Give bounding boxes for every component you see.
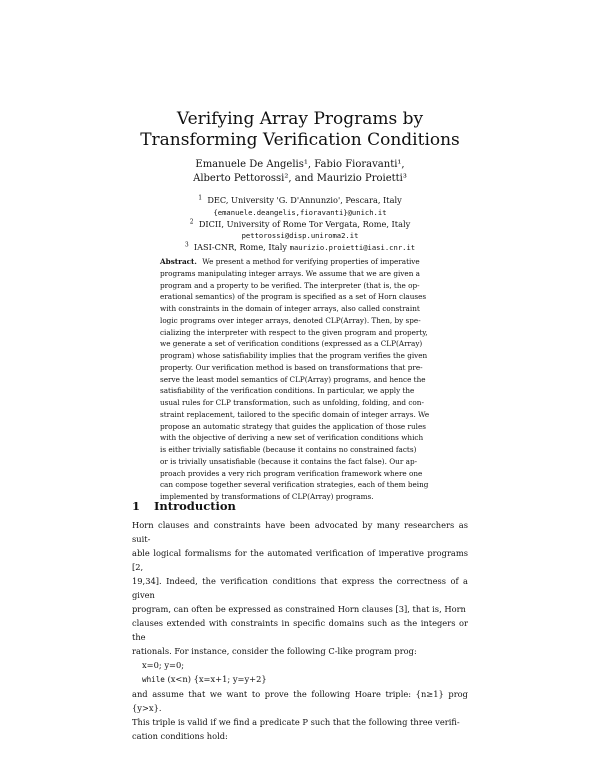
authors-line-1: Emanuele De Angelis¹, Fabio Fioravanti¹, bbox=[195, 159, 405, 170]
body-line: able logical formalisms for the automated verification of imperative programs [2, bbox=[132, 548, 468, 572]
intro-body bbox=[132, 518, 468, 743]
abstract-line: usual rules for CLP transformation, such as unfolding, folding, and con- bbox=[160, 398, 424, 407]
authors-line-2: Alberto Pettorossi², and Maurizio Proietti³ bbox=[193, 172, 407, 184]
body-line: and assume that we want to prove the following Hoare triple: {n≥1} prog {y>x}. bbox=[132, 689, 468, 713]
abstract-line: program and a property to be verified. The interpreter (that is, the op- bbox=[160, 280, 420, 290]
abstract-line: is either trivially satisfiable (because it contains no constrained facts) bbox=[160, 445, 417, 454]
affiliation-1: $^1$ DEC, University 'G. D'Annunzio', Pescara, Italy bbox=[198, 194, 402, 205]
abstract-line: proach provides a very rich program verification framework where one bbox=[160, 468, 423, 478]
title-line-2: Transforming Verification Conditions bbox=[140, 130, 460, 150]
abstract bbox=[160, 256, 440, 503]
abstract-line: propose an automatic strategy that guides the application of those rules bbox=[160, 421, 426, 431]
paper-title bbox=[0, 109, 600, 151]
affiliation-1-email: {emanuele.deangelis,fioravanti}@unich.it bbox=[213, 207, 387, 217]
affiliations bbox=[0, 195, 600, 254]
abstract-line: satisfiability of the verification conditions. In particular, we apply the bbox=[160, 386, 415, 396]
section-title: Introduction bbox=[154, 499, 236, 513]
body-line: cation conditions hold: bbox=[132, 731, 228, 741]
section-number: 1 bbox=[132, 499, 141, 513]
abstract-line: program) whose satisfiability implies that the program verifies the given bbox=[160, 351, 428, 360]
abstract-label: Abstract. bbox=[160, 257, 197, 266]
section-heading bbox=[132, 499, 236, 513]
abstract-line: can compose together several verification strategies, each of them being bbox=[160, 480, 429, 490]
body-line: clauses extended with constraints in specific domains such as the integers or the bbox=[132, 618, 468, 642]
code-line-2: while (x<n) {x=x+1; y=y+2} bbox=[142, 674, 267, 684]
affiliation-3: $^3$ IASI-CNR, Rome, Italy maurizio.proietti@iasi.cnr.it bbox=[184, 241, 416, 253]
abstract-line: erational semantics) of the program is specified as a set of Horn clauses bbox=[160, 292, 427, 302]
title-line-1: Verifying Array Programs by bbox=[176, 109, 424, 129]
affiliation-2-email: pettorossi@disp.uniroma2.it bbox=[241, 231, 359, 241]
body-line: Horn clauses and constraints have been advocated by many researchers as suit- bbox=[132, 520, 468, 544]
abstract-line: serve the least model semantics of CLP(Array) programs, and hence the bbox=[160, 374, 426, 384]
body-line: program, can often be expressed as constrained Horn clauses [3], that is, Horn bbox=[132, 604, 466, 614]
body-line: rationals. For instance, consider the following C-like program prog: bbox=[132, 646, 417, 656]
code-keyword: while bbox=[142, 675, 165, 684]
abstract-line: cializing the interpreter with respect to the given program and property, bbox=[160, 327, 428, 337]
abstract-line: Abstract. We present a method for verifying properties of imperative bbox=[160, 257, 420, 266]
abstract-line: property. Our verification method is based on transformations that pre- bbox=[160, 362, 423, 372]
body-line: 19,34]. Indeed, the verification conditions that express the correctness of a given bbox=[132, 576, 468, 600]
affiliation-2: $^2$ DICII, University of Rome Tor Vergata, Rome, Italy bbox=[189, 217, 411, 229]
abstract-line: with constraints in the domain of integer arrays, also called constraint bbox=[160, 304, 420, 313]
affiliation-3-email: maurizio.proietti@iasi.cnr.it bbox=[289, 243, 416, 253]
abstract-line: or is trivially unsatisfiable (because it contains the fact false). Our ap- bbox=[160, 456, 418, 466]
abstract-line: straint replacement, tailored to the specific domain of integer arrays. We bbox=[160, 409, 430, 419]
author-list bbox=[0, 158, 600, 185]
code-line-1: x=0; y=0; bbox=[142, 660, 185, 670]
abstract-line: with the objective of deriving a new set of verification conditions which bbox=[160, 433, 424, 443]
abstract-line: implemented by transformations of CLP(Array) programs. bbox=[160, 492, 374, 501]
abstract-line: logic programs over integer arrays, denoted CLP(Array). Then, by spe- bbox=[160, 315, 421, 325]
abstract-line: programs manipulating integer arrays. We assume that we are given a bbox=[160, 268, 420, 278]
body-line: This triple is valid if we find a predicate P such that the following three verifi- bbox=[132, 717, 460, 727]
abstract-line: we generate a set of verification conditions (expressed as a CLP(Array) bbox=[160, 339, 423, 349]
